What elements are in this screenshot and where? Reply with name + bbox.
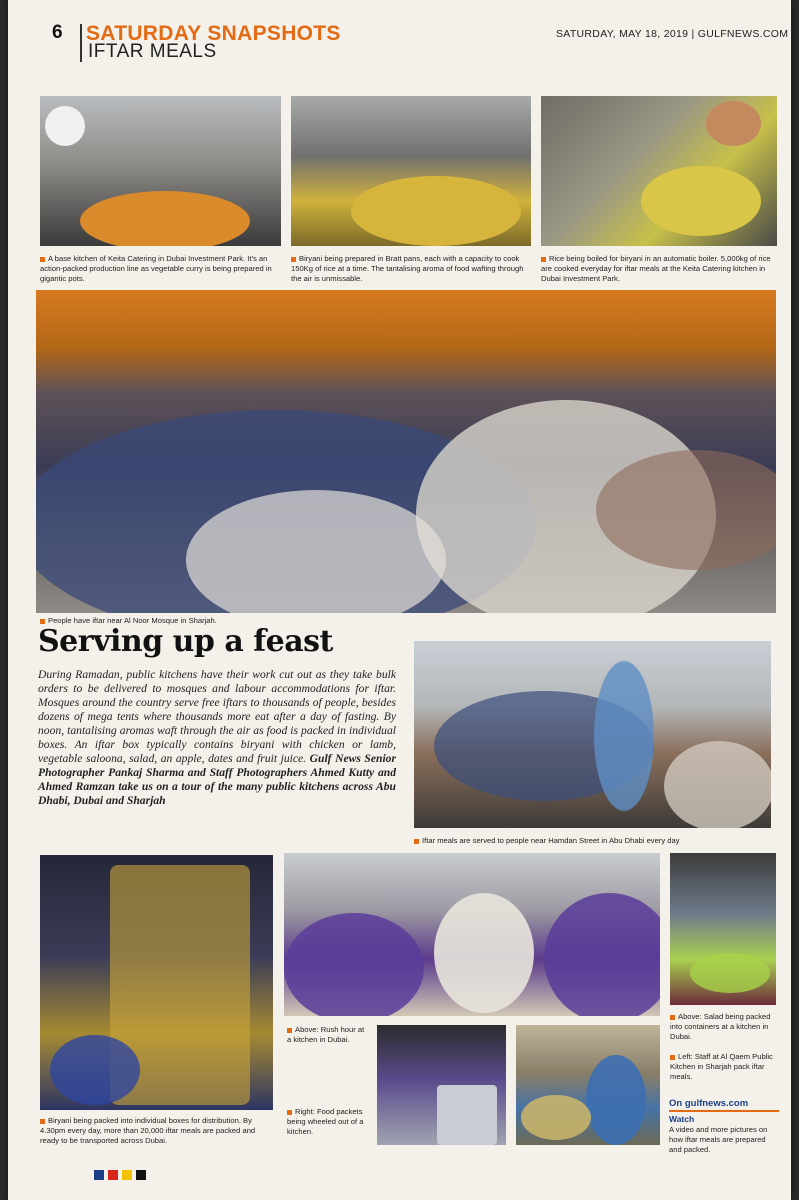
- online-promo: [669, 1098, 779, 1155]
- caption-hamdan: Iftar meals are served to people near Hamdan Street in Abu Dhabi every day: [414, 836, 771, 846]
- newspaper-page: [8, 0, 791, 1200]
- photo-rush-hour: [284, 853, 660, 1016]
- registration-mark-black: [136, 1170, 146, 1180]
- caption-al-qaem: Left: Staff at Al Qaem Public Kitchen in Sharjah pack iftar meals.: [670, 1052, 773, 1081]
- page-number: 6: [52, 22, 63, 43]
- caption-kitchen-curry: A base kitchen of Keita Catering in Dubai Investment Park. It’s an action-packed production line as vegetable curry is being prepared in gigantic pots.: [40, 254, 272, 283]
- photo-bratt-pans: [291, 96, 531, 246]
- photo-hamdan-street: [414, 641, 771, 828]
- article-headline: Serving up a feast: [38, 624, 333, 659]
- online-site[interactable]: On gulfnews.com: [669, 1098, 779, 1112]
- caption-bratt-pans: Biryani being prepared in Bratt pans, each with a capacity to cook 150Kg of rice at a time. The tantalising aroma of food wafting through the air is unmissable.: [291, 254, 524, 283]
- caption-packing: Biryani being packed into individual boxes for distribution. By 4.30pm every day, more than 20,000 iftar meals are packed and ready to be transported across Dubai.: [40, 1116, 256, 1145]
- article-intro: [38, 668, 396, 808]
- photo-credit: Gulf News Senior Photographer Pankaj Sharma and Staff Photographers Ahmed Kutty and Ahmed Ramzan take us on a tour of the many public kitchens across Abu Dhabi, Dubai and Sharjah: [38, 752, 396, 807]
- photo-mosque-iftar: [36, 290, 776, 613]
- photo-kitchen-curry: [40, 96, 281, 246]
- header-divider: [80, 24, 82, 62]
- caption-salad: Above: Salad being packed into containers at a kitchen in Dubai.: [670, 1012, 771, 1041]
- photo-packing-biryani: [40, 855, 273, 1110]
- registration-mark-yellow: [122, 1170, 132, 1180]
- dateline: SATURDAY, MAY 18, 2019 | GULFNEWS.COM: [556, 28, 789, 40]
- section-kicker: SATURDAY SNAPSHOTS: [86, 22, 341, 45]
- online-watch[interactable]: Watch: [669, 1114, 695, 1124]
- section-title: IFTAR MEALS: [88, 41, 217, 62]
- intro-text: During Ramadan, public kitchens have their work cut out as they take bulk orders to be delivered to mosques and labour accommodations for iftar. Mosques around the country serve free iftars to thousands of people, besides dozens of mega tents where thousands more eat after a day of fasting. By noon, tantalising aromas waft through the air as food is packed in individual boxes. An iftar box typically contains biryani with chicken or lamb, vegetable saloona, salad, an apple, dates and fruit juice.: [38, 668, 396, 765]
- online-description: A video and more pictures on how iftar meals are prepared and packed.: [669, 1125, 768, 1154]
- photo-food-cart: [377, 1025, 506, 1145]
- caption-rice-boiler: Rice being boiled for biryani in an automatic boiler. 5,000kg of rice are cooked everyday for iftar meals at the Keita Catering kitchen in Dubai Investment Park.: [541, 254, 771, 283]
- caption-wheeled: Right: Food packets being wheeled out of a kitchen.: [287, 1107, 364, 1136]
- caption-rush-hour: Above: Rush hour at a kitchen in Dubai.: [287, 1025, 365, 1044]
- registration-mark-red: [108, 1170, 118, 1180]
- photo-al-qaem: [516, 1025, 660, 1145]
- photo-rice-boiler: [541, 96, 777, 246]
- photo-salad: [670, 853, 776, 1005]
- registration-mark-blue: [94, 1170, 104, 1180]
- caption-mosque: People have iftar near Al Noor Mosque in Sharjah.: [40, 616, 440, 626]
